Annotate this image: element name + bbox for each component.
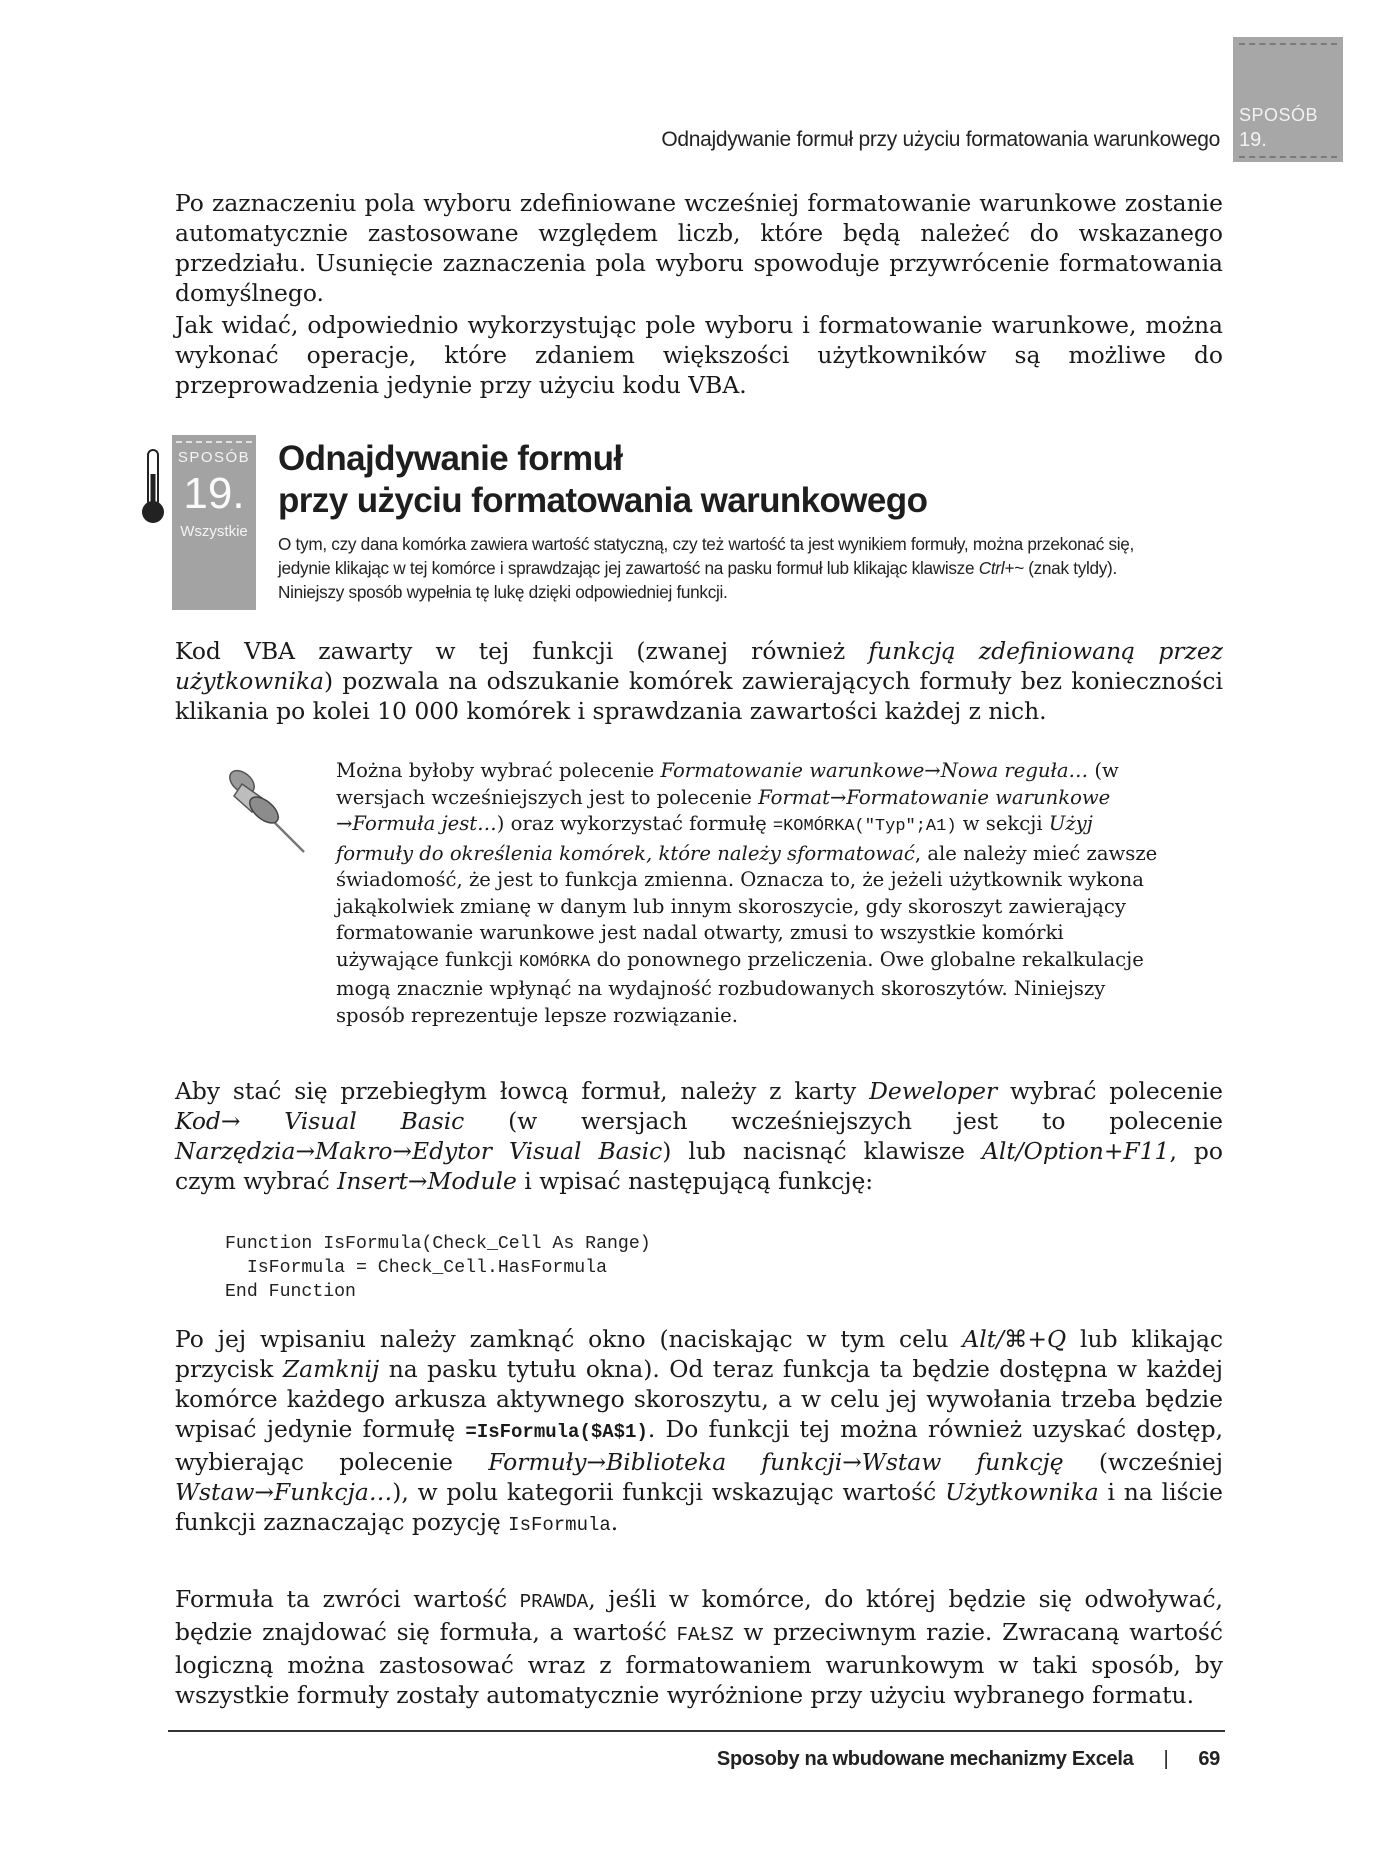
footer	[717, 1748, 1220, 1771]
p5-text-c: lub klikając przycisk	[175, 1325, 1223, 1383]
hack-title-line-2: przy użyciu formatowania warunkowego	[278, 481, 928, 520]
note-text-c: (w wersjach wcześniejszych jest to polecenie	[336, 759, 1119, 809]
note-text-e: ) oraz wykorzystać formułę	[496, 812, 773, 835]
hack-desc-key: Ctrl+~	[978, 558, 1024, 578]
paragraph-4	[175, 1076, 1223, 1196]
note-menu-path-2: Format→Formatowanie warunkowe →Formuła jest…	[336, 785, 1111, 835]
p5-text-i: (wcześniej	[1063, 1448, 1223, 1476]
p5-menu-path-2: Wstaw→Funkcja…	[175, 1478, 393, 1506]
corner-hack-tab	[1233, 37, 1343, 162]
hack-badge	[172, 435, 256, 610]
note-text-g: w sekcji	[956, 812, 1049, 835]
hack-title	[278, 438, 927, 522]
note-text-a: Można byłoby wybrać polecenie	[336, 759, 661, 782]
hack-desc-text-1: O tym, czy dana komórka zawiera wartość statyczną, czy też wartość ta jest wynikiem formuły, można przekonać się, jedynie klikając w tej komórce i sprawdzając jej zawartość na pasku formuł lub klikając klawisze	[278, 534, 1135, 578]
p4-menu-path-1: Kod→ Visual Basic	[175, 1107, 465, 1135]
tab-dashed-line-bottom	[1239, 156, 1337, 158]
p3-text-c: ) pozwala na odszukanie komórek zawierających formuły bez konieczności klikania po kolei 10 000 komórek i sprawdzania zawartości każdej z nich.	[175, 667, 1223, 725]
note-function-code: KOMÓRKA	[518, 952, 591, 972]
p4-text-k: i wpisać następującą funkcję:	[516, 1167, 874, 1195]
p5-text-k: ), w polu kategorii funkcji wskazując wartość	[392, 1478, 946, 1506]
p4-text-g: ) lub nacisnąć klawisze	[662, 1137, 983, 1165]
note-text-i: , ale należy mieć zawsze świadomość, że jest to funkcja zmienna. Oznacza to, że jeżeli użytkownik wykona jakąkolwiek zmianę w danym lub innym skoroszycie, gdy skoroszyt zawierający formatowanie warunkowe jest nadal otwarty, zmusi to wszystkie komórki używające funkcji	[336, 841, 1158, 971]
paragraph-3	[175, 636, 1223, 726]
note-menu-path-1: Formatowanie warunkowe→Nowa reguła…	[660, 759, 1089, 782]
code-block: Function IsFormula(Check_Cell As Range) IsFormula = Check_Cell.HasFormula End Function	[225, 1234, 651, 1302]
hack-desc-text-2: (znak tyldy). Niniejszy sposób wypełnia tę lukę dzięki odpowiedniej funkcji.	[278, 558, 1117, 602]
hack-badge-dashed-line	[176, 441, 252, 443]
p4-menu-path-2: Narzędzia→Makro→Edytor Visual Basic	[175, 1137, 663, 1165]
p4-text-a: Aby stać się przebiegłym łowcą formuł, należy z karty	[175, 1077, 870, 1105]
page-number: 69	[1198, 1748, 1220, 1770]
tab-dashed-line-top	[1239, 43, 1337, 45]
p5-text-a: Po jej wpisaniu należy zamknąć okno (naciskając w tym celu	[175, 1325, 963, 1353]
paragraph-2: Jak widać, odpowiednio wykorzystując pole wyboru i formatowanie warunkowe, można wykonać operacje, które zdaniem większości użytkowników są możliwe do przeprowadzenia jedynie przy użyciu kodu VBA.	[175, 311, 1223, 399]
hack-badge-label: SPOSÓB	[177, 449, 251, 466]
p6-text-e: w przeciwnym razie. Zwracaną wartość logiczną można zastosować wraz z formatowaniem warunkowym w taki sposób, by wszystkie formuły zostały automatycznie wyróżnione przy użyciu wybranego formatu.	[175, 1618, 1223, 1709]
p4-shortcut: Alt/Option+F11	[982, 1137, 1170, 1165]
hack-description	[278, 532, 1158, 604]
p5-text-m: i na liście funkcji zaznaczając pozycję	[175, 1478, 1223, 1536]
p5-text-e: na pasku tytułu okna). Od teraz funkcja ta będzie dostępna w każdej komórce każdego arkusza aktywnego skoroszytu, a w celu jej wywołania trzeba będzie wpisać jedynie formułę	[175, 1355, 1223, 1443]
p5-shortcut: Alt/⌘+Q	[962, 1325, 1067, 1353]
p5-text-g: . Do funkcji tej można również uzyskać dostęp, wybierając polecenie	[175, 1415, 1224, 1476]
p5-menu-path-1: Formuły→Biblioteka funkcji→Wstaw funkcję	[488, 1448, 1064, 1476]
footer-book-title: Sposoby na wbudowane mechanizmy Excela	[716, 1748, 1134, 1770]
hack-badge-number: 19.	[183, 469, 245, 518]
paragraph-1: Po zaznaczeniu pola wyboru zdefiniowane wcześniej formatowanie warunkowe zostanie automatycznie zastosowane względem liczb, które będą należeć do wskazanego przedziału. Usunięcie zaznaczenia pola wyboru spowoduje przywrócenie formatowania domyślnego.	[175, 189, 1223, 307]
corner-tab-label: SPOSÓB	[1239, 105, 1319, 125]
p3-term-italic: funkcją zdefiniowaną przez użytkownika	[175, 637, 1223, 695]
p6-true-code: PRAWDA	[519, 1591, 589, 1613]
hack-badge-category: Wszystkie	[180, 523, 248, 540]
p6-text-a: Formuła ta zwróci wartość	[175, 1585, 520, 1613]
note-text	[336, 758, 1164, 1029]
p6-false-code: FAŁSZ	[676, 1624, 734, 1646]
hack-title-line-1: Odnajdywanie formuł	[278, 439, 623, 478]
paragraph-6	[175, 1584, 1223, 1710]
footer-separator: |	[1163, 1748, 1169, 1770]
p3-text-a: Kod VBA zawarty w tej funkcji (zwanej również	[175, 637, 869, 665]
corner-tab-number: 19.	[1239, 129, 1267, 151]
note-text-k: do ponownego przeliczenia. Owe globalne rekalkulacje mogą znacznie wpłynąć na wydajność rozbudowanych skoroszytów. Niniejszy sposób reprezentuje lepsze rozwiązanie.	[336, 947, 1144, 1027]
p4-tab-name: Deweloper	[869, 1077, 998, 1105]
p4-text-e: (w wersjach wcześniejszych jest to polecenie	[464, 1107, 1224, 1135]
note-formula-code: =KOMÓRKA("Typ";A1)	[772, 817, 957, 836]
p5-text-o: .	[610, 1508, 619, 1536]
p5-formula-code: =IsFormula($A$1)	[465, 1421, 648, 1443]
note-section-name: Użyj formuły do określenia komórek, które należy sformatować	[336, 812, 1093, 865]
running-header-title: Odnajdywanie formuł przy użyciu formatowania warunkowego	[661, 128, 1220, 151]
p5-button-name: Zamknij	[282, 1355, 380, 1383]
pushpin-icon	[212, 760, 312, 855]
p4-text-c: wybrać polecenie	[997, 1077, 1223, 1105]
p6-text-c: , jeśli w komórce, do której będzie się odwoływać, będzie znajdować się formuła, a wartość	[175, 1585, 1223, 1646]
p4-menu-path-3: Insert→Module	[337, 1167, 517, 1195]
paragraph-5	[175, 1324, 1223, 1540]
p4-text-i: , po czym wybrać	[175, 1137, 1223, 1195]
thermometer-icon	[140, 448, 166, 526]
p5-category-name: Użytkownika	[945, 1478, 1099, 1506]
footer-divider	[168, 1730, 1225, 1732]
p5-function-code: IsFormula	[508, 1514, 611, 1536]
